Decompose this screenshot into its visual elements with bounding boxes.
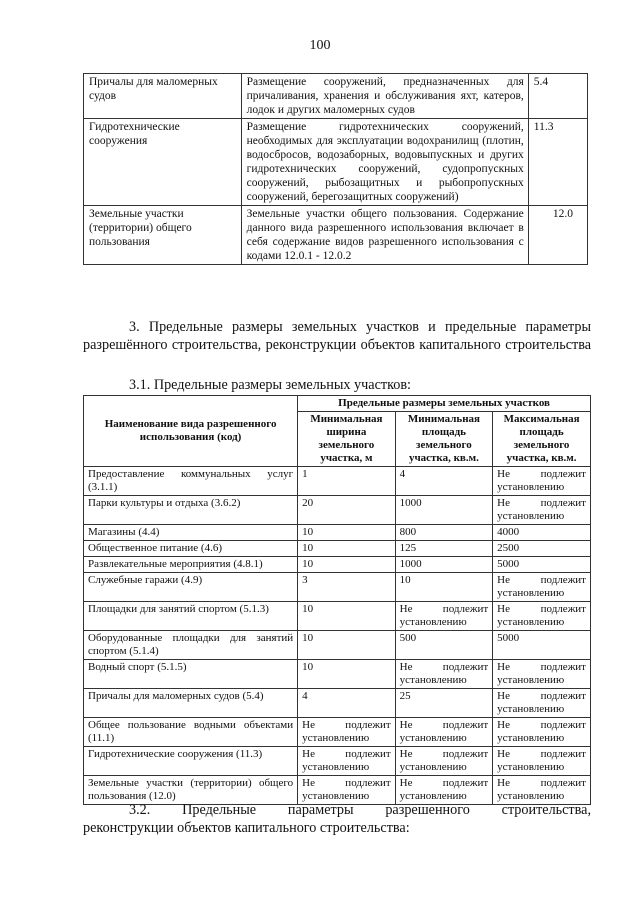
min-width-cell: 10 [298, 541, 396, 557]
use-name-cell: Магазины (4.4) [84, 525, 298, 541]
min-area-cell: Не подлежит установлению [395, 718, 493, 747]
min-area-cell: Не подлежит установлению [395, 660, 493, 689]
min-width-cell: 10 [298, 557, 396, 573]
max-area-cell: 4000 [493, 525, 591, 541]
max-area-cell: Не подлежит установлению [493, 718, 591, 747]
use-name-cell: Предоставление коммунальных услуг (3.1.1) [84, 467, 298, 496]
min-area-cell: Не подлежит установлению [395, 747, 493, 776]
max-area-cell: Не подлежит установлению [493, 467, 591, 496]
section-3-1-heading: 3.1. Предельные размеры земельных участков: [129, 377, 411, 393]
header-use-name: Наименование вида разрешенного использования (код) [84, 396, 298, 467]
page-number: 100 [309, 38, 331, 53]
max-area-cell: Не подлежит установлению [493, 660, 591, 689]
table-row [84, 541, 591, 557]
use-name: Земельные участки (территории) общего пользования [84, 206, 242, 265]
min-area-cell: 1000 [395, 496, 493, 525]
max-area-cell: Не подлежит установлению [493, 747, 591, 776]
table-row [84, 74, 588, 119]
table-row [84, 496, 591, 525]
min-width-cell: 10 [298, 602, 396, 631]
min-width-cell: 1 [298, 467, 396, 496]
use-name-cell: Парки культуры и отдыха (3.6.2) [84, 496, 298, 525]
table-row [84, 119, 588, 206]
table-row [84, 747, 591, 776]
min-width-cell: 3 [298, 573, 396, 602]
section-3-heading [83, 318, 591, 354]
min-area-cell: Не подлежит установлению [395, 602, 493, 631]
min-width-cell: Не подлежит установлению [298, 747, 396, 776]
use-name-cell: Оборудованные площадки для занятий спортом (5.1.4) [84, 631, 298, 660]
table-row [84, 689, 591, 718]
header-min-width: Минимальная ширина земельного участка, м [298, 412, 396, 467]
min-width-cell: 10 [298, 660, 396, 689]
use-description: Размещение гидротехнических сооружений, необходимых для эксплуатации водохранилищ (плотин, водосбросов, водозаборных, водовыпускных и других гидротехнических сооружений, судопропускных сооружений, рыбозащитных и рыбопропускных сооружений, берегозащитных сооружений) [241, 119, 528, 206]
max-area-cell: 5000 [493, 557, 591, 573]
min-area-cell: 800 [395, 525, 493, 541]
use-name: Причалы для маломерных судов [84, 74, 242, 119]
max-area-cell: Не подлежит установлению [493, 602, 591, 631]
table-row [84, 573, 591, 602]
use-name-cell: Водный спорт (5.1.5) [84, 660, 298, 689]
table-row [84, 525, 591, 541]
table-body [84, 467, 591, 805]
min-width-cell: 10 [298, 525, 396, 541]
table-row [84, 467, 591, 496]
use-name-cell: Служебные гаражи (4.9) [84, 573, 298, 602]
permitted-use-table [83, 73, 588, 265]
plot-size-limits-table [83, 395, 591, 805]
use-name: Гидротехнические сооружения [84, 119, 242, 206]
section-3-2-line-1: 3.2. Предельные параметры разрешенного строительства, [129, 802, 591, 818]
min-width-cell: Не подлежит установлению [298, 718, 396, 747]
use-name-cell: Общественное питание (4.6) [84, 541, 298, 557]
header-min-area: Минимальная площадь земельного участка, кв.м. [395, 412, 493, 467]
min-area-cell: 25 [395, 689, 493, 718]
min-area-cell: 1000 [395, 557, 493, 573]
min-width-cell: 20 [298, 496, 396, 525]
min-area-cell: Не подлежит установлению [395, 776, 493, 805]
max-area-cell: Не подлежит установлению [493, 573, 591, 602]
min-width-cell: 10 [298, 631, 396, 660]
use-description: Земельные участки общего пользования. Содержание данного вида разрешенного использования включает в себя содержание видов разрешенного использования с кодами 12.0.1 - 12.0.2 [241, 206, 528, 265]
max-area-cell: Не подлежит установлению [493, 776, 591, 805]
use-code: 11.3 [528, 119, 587, 206]
header-group: Предельные размеры земельных участков [298, 396, 591, 412]
min-width-cell: Не подлежит установлению [298, 776, 396, 805]
section-3-line-1: 3. Предельные размеры земельных участков и предельные параметры [129, 319, 591, 335]
table-row [84, 602, 591, 631]
min-area-cell: 10 [395, 573, 493, 602]
use-name-cell: Земельные участки (территории) общего пользования (12.0) [84, 776, 298, 805]
table-row [84, 660, 591, 689]
section-3-line-2: разрешённого строительства, реконструкции объектов капитального строительства [83, 337, 591, 353]
use-name-cell: Развлекательные мероприятия (4.8.1) [84, 557, 298, 573]
table-row [84, 206, 588, 265]
section-3-2-line-2: реконструкции объектов капитального строительства: [83, 820, 410, 836]
use-name-cell: Общее пользование водными объектами (11.1) [84, 718, 298, 747]
table-row [84, 557, 591, 573]
max-area-cell: 2500 [493, 541, 591, 557]
max-area-cell: Не подлежит установлению [493, 496, 591, 525]
max-area-cell: 5000 [493, 631, 591, 660]
table-row [84, 631, 591, 660]
max-area-cell: Не подлежит установлению [493, 689, 591, 718]
use-description: Размещение сооружений, предназначенных для причаливания, хранения и обслуживания яхт, катеров, лодок и других маломерных судов [241, 74, 528, 119]
use-name-cell: Площадки для занятий спортом (5.1.3) [84, 602, 298, 631]
use-code: 12.0 [528, 206, 587, 265]
section-3-2-heading [83, 801, 591, 837]
use-name-cell: Причалы для маломерных судов (5.4) [84, 689, 298, 718]
min-area-cell: 4 [395, 467, 493, 496]
min-width-cell: 4 [298, 689, 396, 718]
header-max-area: Максимальная площадь земельного участка, кв.м. [493, 412, 591, 467]
min-area-cell: 125 [395, 541, 493, 557]
table-header-row [84, 396, 591, 412]
min-area-cell: 500 [395, 631, 493, 660]
use-name-cell: Гидротехнические сооружения (11.3) [84, 747, 298, 776]
use-code: 5.4 [528, 74, 587, 119]
table-row [84, 718, 591, 747]
